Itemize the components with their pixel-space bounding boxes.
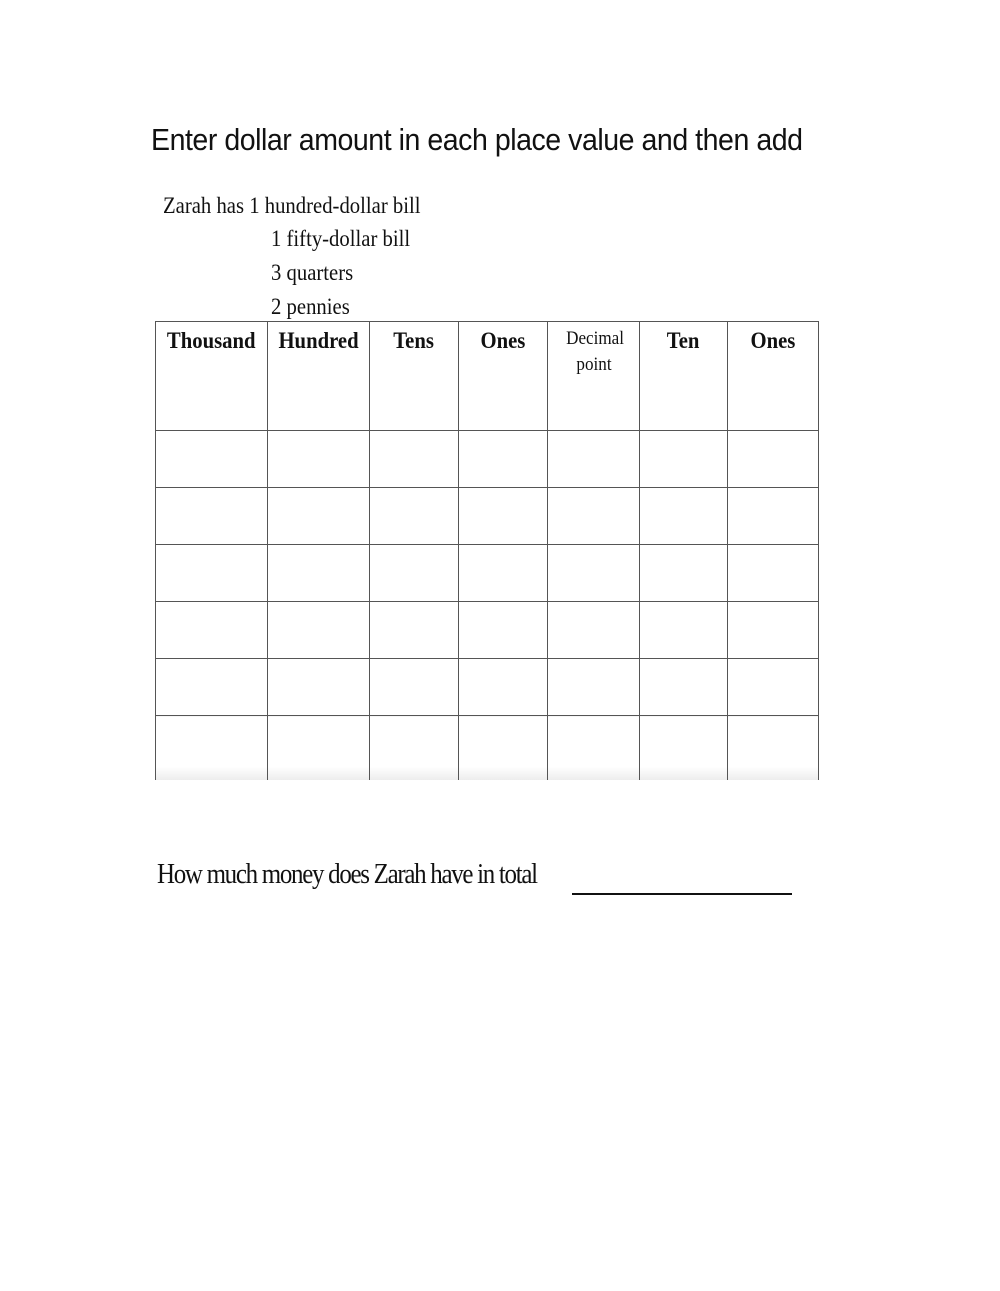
table-cell[interactable] xyxy=(548,602,640,659)
table-cell[interactable] xyxy=(548,431,640,488)
table-row xyxy=(156,602,819,659)
table-cell[interactable] xyxy=(268,431,370,488)
header-thousand: Thousand xyxy=(156,322,268,431)
table-cell[interactable] xyxy=(728,716,819,781)
table-cell[interactable] xyxy=(370,659,459,716)
table-cell[interactable] xyxy=(268,602,370,659)
table-row xyxy=(156,545,819,602)
problem-intro: Zarah has 1 hundred-dollar bill xyxy=(163,193,421,218)
table-cell[interactable] xyxy=(728,602,819,659)
header-ones: Ones xyxy=(459,322,548,431)
header-hundred: Hundred xyxy=(268,322,370,431)
table-cell[interactable] xyxy=(268,545,370,602)
table-row xyxy=(156,488,819,545)
header-ten: Ten xyxy=(640,322,728,431)
table-cell[interactable] xyxy=(640,545,728,602)
table-cell[interactable] xyxy=(156,431,268,488)
table-cell[interactable] xyxy=(640,488,728,545)
table-cell[interactable] xyxy=(268,716,370,781)
table-cell[interactable] xyxy=(370,716,459,781)
table-cell[interactable] xyxy=(370,488,459,545)
table-cell[interactable] xyxy=(459,716,548,781)
problem-item-pennies: 2 pennies xyxy=(271,294,350,319)
problem-item-quarters: 3 quarters xyxy=(271,260,354,285)
table-cell[interactable] xyxy=(268,488,370,545)
problem-item-fifty: 1 fifty-dollar bill xyxy=(271,226,411,251)
table-cell[interactable] xyxy=(156,488,268,545)
table-cell[interactable] xyxy=(640,659,728,716)
table-cell[interactable] xyxy=(548,545,640,602)
table-row xyxy=(156,716,819,781)
table-cell[interactable] xyxy=(370,545,459,602)
header-tens: Tens xyxy=(370,322,459,431)
table-cell[interactable] xyxy=(459,431,548,488)
table-row xyxy=(156,659,819,716)
table-header-row xyxy=(156,322,819,431)
worksheet-title: Enter dollar amount in each place value and then add xyxy=(151,122,803,157)
table-cell[interactable] xyxy=(156,545,268,602)
table-cell[interactable] xyxy=(728,659,819,716)
table-cell[interactable] xyxy=(548,659,640,716)
table-cell[interactable] xyxy=(640,716,728,781)
table-cell[interactable] xyxy=(459,602,548,659)
table-row xyxy=(156,431,819,488)
table-cell[interactable] xyxy=(728,488,819,545)
table-cell[interactable] xyxy=(370,602,459,659)
table-cell[interactable] xyxy=(640,431,728,488)
table-cell[interactable] xyxy=(548,488,640,545)
table-cell[interactable] xyxy=(548,716,640,781)
table-cell[interactable] xyxy=(156,602,268,659)
table-cell[interactable] xyxy=(459,488,548,545)
total-question: How much money does Zarah have in total xyxy=(157,858,537,890)
answer-blank-line[interactable] xyxy=(572,893,792,895)
table-cell[interactable] xyxy=(156,716,268,781)
place-value-table xyxy=(155,321,819,780)
table-cell[interactable] xyxy=(728,431,819,488)
table-cell[interactable] xyxy=(728,545,819,602)
header-ones-cents: Ones xyxy=(728,322,819,431)
header-decimal-point: Decimal point xyxy=(548,322,640,431)
table-cell[interactable] xyxy=(156,659,268,716)
table-cell[interactable] xyxy=(459,659,548,716)
table-cell[interactable] xyxy=(459,545,548,602)
table-cell[interactable] xyxy=(268,659,370,716)
table-cell[interactable] xyxy=(640,602,728,659)
table-cell[interactable] xyxy=(370,431,459,488)
